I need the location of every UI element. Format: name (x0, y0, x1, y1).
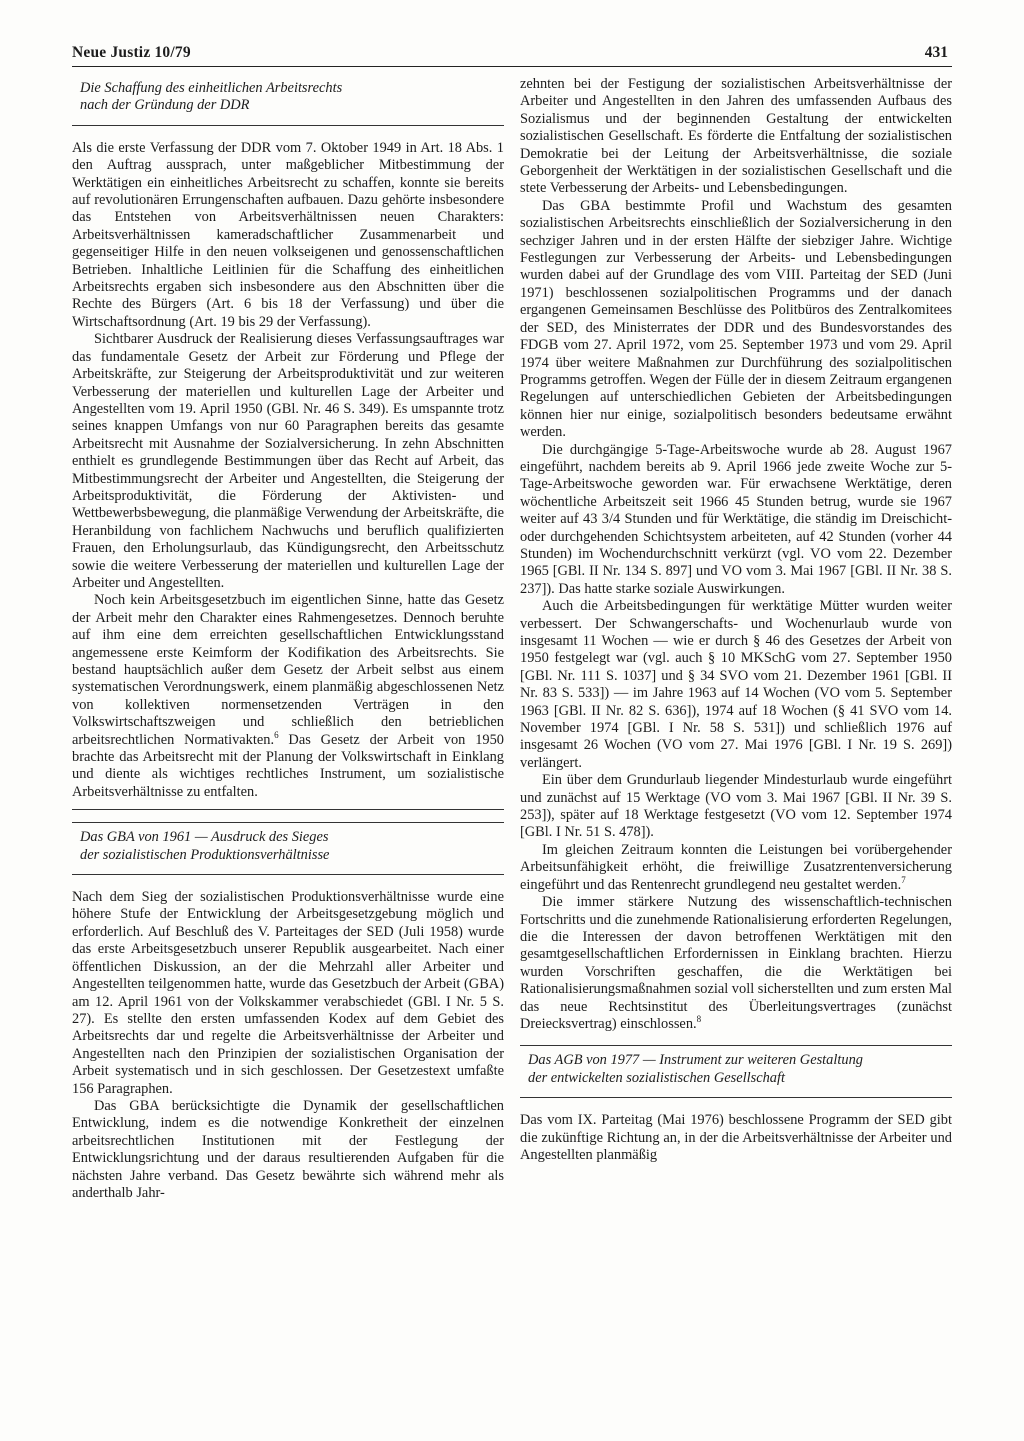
footnote-ref: 7 (901, 874, 906, 885)
paragraph: Das GBA bestimmte Profil und Wachstum des gesamten sozialistischen Arbeitsrechts einschließlich der Sozialversicherung in den sechziger Jahren und in der ersten Hälfte der siebziger Jahre. Wichtige Festlegungen zur Verbesserung der Arbeits- und Lebensbedingungen wurden dabei auf der Grundlage des vom VIII. Parteitag der SED (Juni 1971) beschlossenen sozialpolitischen Programms und der danach ergangenen Gemeinsamen Beschlüsse des Politbüros des Zentralkomitees der SED, des Ministerrates der DDR und des Bundesvorstandes des FDGB vom 27. April 1972, vom 25. September 1973 und vom 29. April 1974 über weitere Maßnahmen zur Durchführung des sozialpolitischen Programms getroffen. Wegen der Fülle der in diesem Zeitraum ergangenen Regelungen auf unterschiedlichen Gebieten der Arbeitsbedingungen können hier nur einige, sozialpolitisch besonders bedeutsame erwähnt werden. (520, 197, 952, 441)
paragraph-text: Das Gesetz der Arbeit von 1950 brachte das Arbeitsrecht mit der Planung der Volkswirtschaft in Einklang und diente als wichtiges rechtliches Instrument, um sozialistische Arbeitsverhältnisse zu entfalten. (72, 731, 504, 800)
paragraph (72, 592, 504, 801)
paragraph: Ein über dem Grundurlaub liegender Mindesturlaub wurde eingeführt und zunächst auf 15 Werktage (VO vom 3. Mai 1967 [GBl. II Nr. 39 S. 253]), später auf 18 Werktage festgesetzt (VO vom 12. September 1974 [GBl. I Nr. 51 S. 478]). (520, 772, 952, 841)
heading-line: Das AGB von 1977 — Instrument zur weiteren Gestaltung (528, 1052, 863, 1069)
paragraph: Als die erste Verfassung der DDR vom 7. Oktober 1949 in Art. 18 Abs. 1 den Auftrag aussprach, unter maßgeblicher Mitbestimmung der Werktätigen ein einheitliches Arbeitsrecht zu schaffen, konnte sie bereits auf revolutionären Errungenschaften aufbauen. Dazu gehörte insbesondere das Entstehen von Arbeitsverhältnissen neuen Charakters: Arbeitsverhältnissen kameradschaftlicher Zusammenarbeit und gegenseitiger Hilfe in den neuen volkseigenen und genossenschaftlichen Betrieben. Inhaltliche Leitlinien für die Schaffung des einheitlichen Arbeitsrechts ergaben sich insbesondere aus den Abschnitten über die Rechte des Bürgers (Art. 6 bis 18 der Verfassung) und über die Wirtschaftsordnung (Art. 19 bis 29 der Verfassung). (72, 139, 504, 330)
paragraph: Das vom IX. Parteitag (Mai 1976) beschlossene Programm der SED gibt die zukünftige Richtung an, in der die Arbeitsverhältnisse der Arbeiter und Angestellten planmäßig (520, 1112, 952, 1163)
section-heading-agb-1977 (520, 1045, 952, 1098)
heading-line: Das GBA von 1961 — Ausdruck des Sieges (80, 829, 329, 846)
paragraph-text: Noch kein Arbeitsgesetzbuch im eigentlichen Sinne, hatte das Gesetz der Arbeit mehr den Charakter eines Rahmengesetzes. Dennoch beruhte auf ihm eine dem erreichten gesellschaftlichen Entwicklungsstand angemessene erste Keimform der Kodifikation des Arbeitsrechts. Sie bestand hauptsächlich außer dem Gesetz der Arbeit selbst aus einem systematischen Verordnungswerk, einem planmäßig abgeschlossenen Netz von kollektiven normensetzenden Verträgen in den Volkswirtschaftszweigen und schließlich den betrieblichen arbeitsrechtlichen Normativakten. (72, 592, 504, 748)
paragraph: Das GBA berücksichtigte die Dynamik der gesellschaftlichen Entwicklung, indem es die notwendige Konkretheit der einzelnen arbeitsrechtlichen Institutionen mit der Festlegung der Entwicklungsrichtung und der daraus resultierenden Aufgaben für die nächsten Jahre verband. Das Gesetz bewährte sich während mehr als anderthalb Jahr- (72, 1097, 504, 1201)
footnote-ref: 8 (696, 1014, 702, 1025)
right-column (520, 76, 952, 1164)
paragraph-text: Im gleichen Zeitraum konnten die Leistungen bei vorübergehender Arbeitsunfähigkeit erhöht, die freiwillige Zusatzrentenversicherung eingeführt und das Rentenrecht grundlegend neu gestaltet werden. (520, 841, 952, 893)
section-end-rule (72, 809, 504, 810)
journal-title: Neue Justiz 10/79 (72, 44, 191, 61)
heading-line: der entwickelten sozialistischen Gesellschaft (528, 1069, 785, 1086)
section-heading-gba-1961 (72, 822, 504, 875)
paragraph: Auch die Arbeitsbedingungen für werktätige Mütter wurden weiter verbessert. Der Schwangerschafts- und Wochenurlaub wurde von insgesamt 11 Wochen — wie er durch § 46 des Gesetzes der Arbeit von 1950 festgelegt war (vgl. auch § 10 MKSchG vom 27. September 1950 [GBl. Nr. 111 S. 1037] und § 34 SVO vom 21. Dezember 1961 [GBl. II Nr. 83 S. 533]) — im Jahre 1963 auf 14 Wochen (VO vom 5. September 1963 [GBl. II Nr. 82 S. 636]), 1974 auf 18 Wochen (§ 41 SVO vom 14. November 1974 [GBl. I Nr. 58 S. 531]) und schließlich 1976 auf insgesamt 26 Wochen (VO vom 27. Mai 1976 [GBl. I Nr. 19 S. 269]) verlängert. (520, 598, 952, 771)
heading-line: der sozialistischen Produktionsverhältnisse (80, 846, 330, 863)
paragraph: zehnten bei der Festigung der sozialistischen Arbeitsverhältnisse der Arbeiter und Angestellten in den Jahren des umfassenden Aufbaus des Sozialismus und der beginnenden Gestaltung der entwickelten sozialistischen Gesellschaft. Es förderte die Entfaltung der sozialistischen Demokratie bei der Leitung der Arbeitsverhältnisse, die soziale Geborgenheit der Werktätigen in der sozialistischen Gesellschaft und die stete Verbesserung der Arbeits- und Lebensbedingungen. (520, 76, 952, 197)
left-column (72, 76, 504, 1202)
footnote-ref: 6 (274, 729, 279, 740)
heading-line: Die Schaffung des einheitlichen Arbeitsrechts (80, 80, 343, 96)
heading-line: nach der Gründung der DDR (80, 97, 250, 114)
header-rule (72, 66, 952, 67)
paragraph: Sichtbarer Ausdruck der Realisierung dieses Verfassungsauftrages war das fundamentale Gesetz der Arbeit zur Förderung und Pflege der Arbeitskräfte, zur Steigerung der Arbeitsproduktivität und zur weiteren Verbesserung der materiellen und kulturellen Lage der Arbeiter und Angestellten vom 19. April 1950 (GBl. Nr. 46 S. 349). Es umspannte trotz seines knappen Umfangs von nur 60 Paragraphen bereits das gesamte Arbeitsrecht mit Ausnahme der Sozialversicherung. In zehn Abschnitten enthielt es grundlegende Bestimmungen über das Recht auf Arbeit, das Mitbestimmungsrecht der Arbeiter und Angestellten, die Steigerung der Arbeitsproduktivität, die Förderung der Aktivisten- und Wettbewerbsbewegung, die planmäßige Verwendung der Arbeitskräfte, die Heranbildung von fachlichem Nachwuchs und beruflich qualifizierten Frauen, den Erholungsurlaub, das Kündigungsrecht, den Arbeitsschutz sowie die weitere Verbesserung der materiellen und kulturellen Lage der Arbeiter und Angestellten. (72, 331, 504, 591)
paragraph: Nach dem Sieg der sozialistischen Produktionsverhältnisse wurde eine höhere Stufe der Entwicklung der Arbeitsgesetzgebung möglich und erforderlich. Auf Beschluß des V. Parteitages der SED (Juli 1958) wurde das erste Arbeitsgesetzbuch unserer Republik ausgearbeitet. Nach einer öffentlichen Diskussion, an der die Mehrzahl aller Arbeiter und Angestellten teilgenommen hatte, wurde das Gesetzbuch der Arbeit (GBA) am 12. April 1961 von der Volkskammer verabschiedet (GBl. I Nr. 5 S. 27). Es stellte den ersten umfassenden Kodex auf dem Gebiet des Arbeitsrechts dar und regelte die Arbeitsverhältnisse der Arbeiter und Angestellten nach den Prinzipien der sozialistischen Organisation der Arbeit systematisch und in sich geschlossen. Der Gesetzestext umfaßte 156 Paragraphen. (72, 889, 504, 1097)
paragraph: Die durchgängige 5-Tage-Arbeitswoche wurde ab 28. August 1967 eingeführt, nachdem bereits ab 9. April 1966 jede zweite Woche zur 5-Tage-Arbeitswoche geworden war. Für erwachsene Werktätige, deren wöchentliche Arbeitszeit seit 1966 45 Stunden betrug, wurde sie 1967 weiter auf 43 3/4 Stunden und für Werktätige, die ständig im Dreischicht- oder durchgehenden Schichtsystem arbeiteten, auf 42 Stunden (vorher 44 Stunden) im Wochendurchschnitt verkürzt (vgl. VO vom 22. Dezember 1965 [GBl. II Nr. 134 S. 897] und VO vom 3. Mai 1967 [GBl. II Nr. 38 S. 237]). Das hatte starke soziale Auswirkungen. (520, 441, 952, 597)
paragraph-text: Die immer stärkere Nutzung des wissenschaftlich-technischen Fortschritts und die zunehmende Rationalisierung erforderten Regelungen, die die Interessen der davon betroffenen Werktätigen mit den gesamtgesellschaftlichen Erfordernissen in Einklang brachten. Hierzu wurden Vorschriften geschaffen, die die Werktätigen bei Rationalisierungsmaßnahmen sozial voll sicherstellten und zum ersten Mal das neue Rechtsinstitut des Überleitungsvertrages (zunächst Dreiecksvertrag) einschlossen. (520, 894, 953, 1032)
page-number: 431 (924, 44, 948, 61)
paragraph (520, 894, 952, 1033)
section-heading-arbeitsrecht (72, 76, 504, 126)
paragraph (520, 842, 952, 894)
